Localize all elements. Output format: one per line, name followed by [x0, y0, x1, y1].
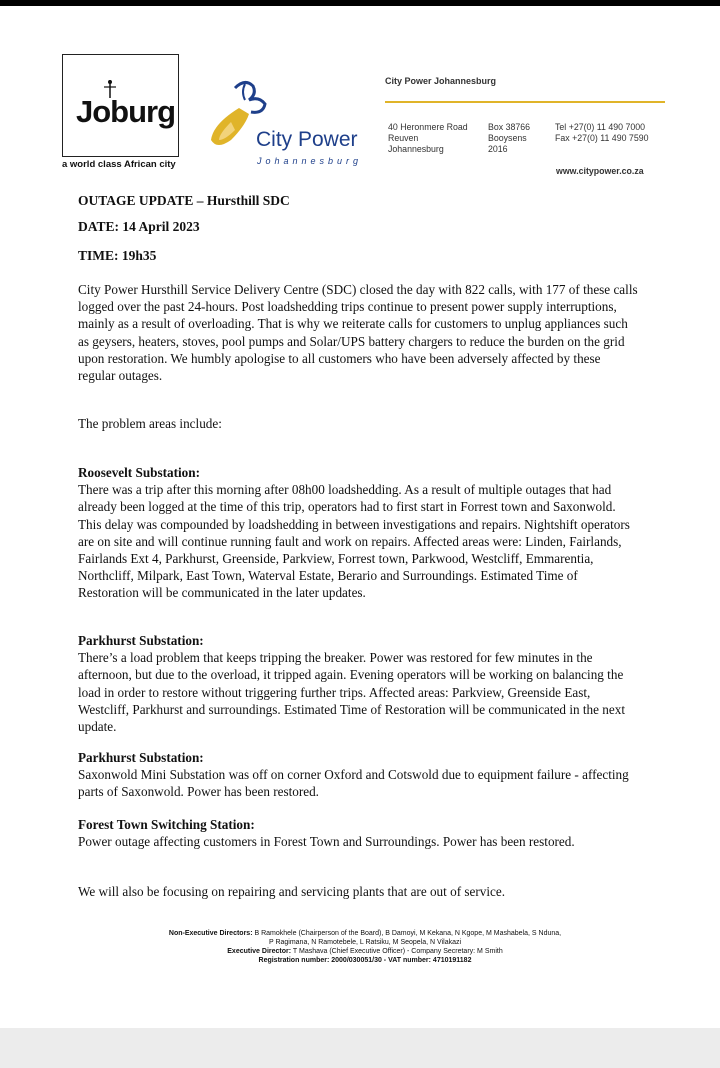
citypower-name: City Power: [256, 128, 358, 151]
document-title: OUTAGE UPDATE – Hursthill SDC: [78, 193, 290, 208]
document-time: TIME: 19h35: [78, 248, 157, 263]
closing-paragraph: We will also be focusing on repairing and servicing plants that are out of service.: [78, 884, 506, 899]
address-line: Johannesburg: [388, 144, 444, 154]
section-body: There’s a load problem that keeps tripping the breaker. Power was restored for few minutes in the afternoon, but due to the overload, it tripped again. Evening operators will be working on balancing the load in order to restore without triggering further trips. Affected areas: Parkview, Greenside East, Westcliff, Parkhurst and surroundings. Estimated Time of Restoration will be communicated in the next update.: [78, 650, 625, 735]
tel-line: Tel +27(0) 11 490 7000: [555, 122, 646, 132]
section-title: Parkhurst Substation:: [78, 633, 204, 648]
website-link[interactable]: www.citypower.co.za: [556, 166, 644, 176]
address-line: Reuven: [388, 133, 419, 143]
problems-intro: The problem areas include:: [78, 416, 222, 431]
section-title: Forest Town Switching Station:: [78, 817, 255, 832]
directors-names: B Ramokhele (Chairperson of the Board), B Damoyi, M Kekana, N Kgope, M Mashabela, S Nduna,: [254, 930, 562, 937]
exec-label: Executive Director:: [227, 948, 292, 955]
fax-line: Fax +27(0) 11 490 7590: [555, 133, 649, 143]
box-line: 2016: [488, 144, 508, 154]
citypower-subtitle: Johannesburg: [257, 156, 363, 166]
postal-address: [488, 122, 530, 155]
box-line: Box 38766: [488, 122, 531, 132]
company-title: City Power Johannesburg: [385, 76, 497, 86]
bottom-gray-area: [0, 1028, 720, 1068]
directors-label: Non-Executive Directors:: [168, 930, 253, 937]
section-body: Saxonwold Mini Substation was off on corner Oxford and Cotswold due to equipment failure - affecting parts of Saxonwold. Power has been restored.: [78, 767, 629, 800]
section-body: There was a trip after this morning after 08h00 loadshedding. As a result of multiple outages that had already been logged at the time of this trip, operators had to first start in Forrest town and Saxonwold. This delay was compounded by loadshedding in between investigations and repairs. Nightshift operators are on site and will continue running fault and work on repairs. Affected areas were: Linden, Fairlands, Fairlands Ext 4, Parkhurst, Greenside, Parkview, Forrest town, Parkwood, Westcliff, Emmarentia, Northcliff, Milpark, East Town, Waterval Estate, Berario and Surroundings. Estimated Time of Restoration will be communicated in the later updates.: [78, 482, 630, 601]
directors-line: [100, 929, 630, 938]
box-line: Booysens: [488, 133, 527, 143]
intro-paragraph: City Power Hursthill Service Delivery Centre (SDC) closed the day with 822 calls, with 177 of these calls logged over the past 24-hours. Post loadshedding trips continue to present power supply interruptions, mainly as a result of overloading. That is why we reiterate calls for customers to unplug appliances such as geysers, heaters, stoves, pool pumps and Solar/UPS battery chargers to reduce the burden on the grid upon restoration. We humbly apologise to all customers who have been adversely affected by these regular outages.: [78, 282, 638, 384]
section-title: Roosevelt Substation:: [78, 465, 200, 480]
section-parkhurst-saxonwold: [78, 749, 638, 801]
street-address: [388, 122, 468, 155]
section-forest-town: [78, 816, 638, 850]
gold-divider: [385, 101, 665, 103]
joburg-tagline: a world class African city: [62, 159, 176, 170]
executive-line: [100, 947, 630, 956]
contact-numbers: [555, 122, 649, 144]
section-parkhurst: [78, 632, 638, 735]
section-title: Parkhurst Substation:: [78, 750, 204, 765]
document-footer: [100, 929, 630, 965]
address-line: 40 Heronmere Road: [388, 122, 468, 132]
exec-text: T Mashava (Chief Executive Officer) - Company Secretary: M Smith: [292, 948, 503, 955]
document-date: DATE: 14 April 2023: [78, 219, 200, 234]
registration-line: Registration number: 2000/030051/30 - VAT number: 4710191182: [258, 957, 472, 964]
section-body: Power outage affecting customers in Forest Town and Surroundings. Power has been restored.: [78, 834, 575, 850]
section-roosevelt: [78, 464, 638, 602]
directors-names-cont: P Ragimana, N Ramotebele, L Ratsiku, M Seopela, N Vilakazi: [268, 939, 462, 946]
joburg-logo-text: Joburg: [76, 94, 176, 129]
